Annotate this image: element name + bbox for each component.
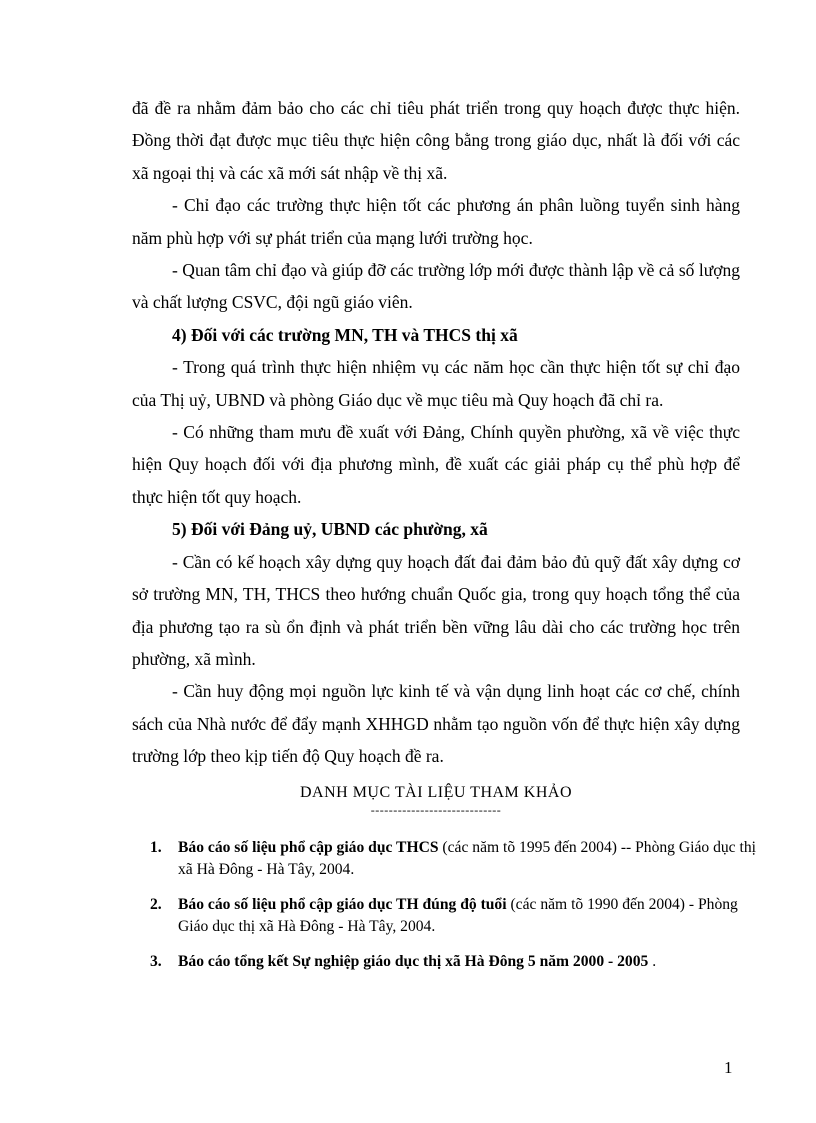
paragraph-2: - Chỉ đạo các trường thực hiện tốt các phương án phân luồng tuyển sinh hàng năm phù hợp với sự phát triển của mạng lưới trường học. — [132, 195, 740, 248]
paragraph-1: đã đề ra nhằm đảm bảo cho các chỉ tiêu phát triển trong quy hoạch được thực hiện. Đồng thời đạt được mục tiêu thực hiện công bằng trong giáo dục, nhất là đối với các xã ngoại thị và các xã mới sát nhập về thị xã. — [132, 98, 740, 183]
references-divider: ----------------------------- — [370, 802, 502, 817]
paragraph-4: - Trong quá trình thực hiện nhiệm vụ các năm học cần thực hiện tốt sự chỉ đạo của Thị uỷ, UBND và phòng Giáo dục về mục tiêu mà Quy hoạch đã chỉ ra. — [132, 357, 740, 410]
paragraph-7: - Cần huy động mọi nguồn lực kinh tế và vận dụng linh hoạt các cơ chế, chính sách của Nhà nước để đẩy mạnh XHHGD nhằm tạo nguồn vốn để thực hiện xây dựng trường lớp theo kịp tiến độ Quy hoạch đề ra. — [132, 681, 740, 767]
reference-title: Báo cáo số liệu phổ cập giáo dục THCS — [178, 838, 439, 856]
reference-title: Báo cáo số liệu phổ cập giáo dục TH đúng độ tuổi — [178, 895, 507, 913]
reference-details: . — [648, 952, 657, 970]
references-list — [132, 837, 756, 973]
document-page — [132, 92, 756, 986]
reference-item — [132, 894, 756, 938]
paragraph-3: - Quan tâm chỉ đạo và giúp đỡ các trường lớp mới được thành lập về cả số lượng và chất lượng CSVC, đội ngũ giáo viên. — [132, 260, 740, 313]
reference-title: Báo cáo tổng kết Sự nghiệp giáo dục thị xã Hà Đông 5 năm 2000 - 2005 — [178, 952, 649, 970]
reference-details: (các năm tõ 1990 đến 2004) - Phòng Giáo dục thị xã Hà Đông - Hà Tây, 2004. — [178, 895, 738, 935]
paragraph-6: - Cần có kế hoạch xây dựng quy hoạch đất đai đảm bảo đủ quỹ đất xây dựng cơ sở trường MN, TH, THCS theo hướng chuẩn Quốc gia, trong quy hoạch tổng thể của địa phương tạo ra sù ổn định và phát triển bền vững lâu dài cho các trường học trên phường, xã mình. — [132, 551, 740, 669]
reference-number: 3. — [150, 952, 162, 970]
reference-details: (các năm tõ 1995 đến 2004) -- Phòng Giáo dục thị xã Hà Đông - Hà Tây, 2004. — [178, 838, 756, 878]
reference-item — [132, 951, 756, 973]
paragraph-5: - Có những tham mưu đề xuất với Đảng, Chính quyền phường, xã về việc thực hiện Quy hoạch đối với địa phương mình, đề xuất các giải pháp cụ thể phù hợp để thực hiện tốt quy hoạch. — [132, 422, 740, 507]
reference-number: 2. — [150, 895, 162, 913]
section-heading-4: 4) Đối với các trường MN, TH và THCS thị xã — [172, 324, 518, 345]
references-title: DANH MỤC TÀI LIỆU THAM KHẢO — [299, 783, 572, 801]
section-heading-5: 5) Đối với Đảng uỷ, UBND các phường, xã — [172, 519, 488, 540]
page-number: 1 — [724, 1058, 733, 1077]
reference-item — [132, 837, 756, 881]
reference-number: 1. — [150, 838, 162, 856]
